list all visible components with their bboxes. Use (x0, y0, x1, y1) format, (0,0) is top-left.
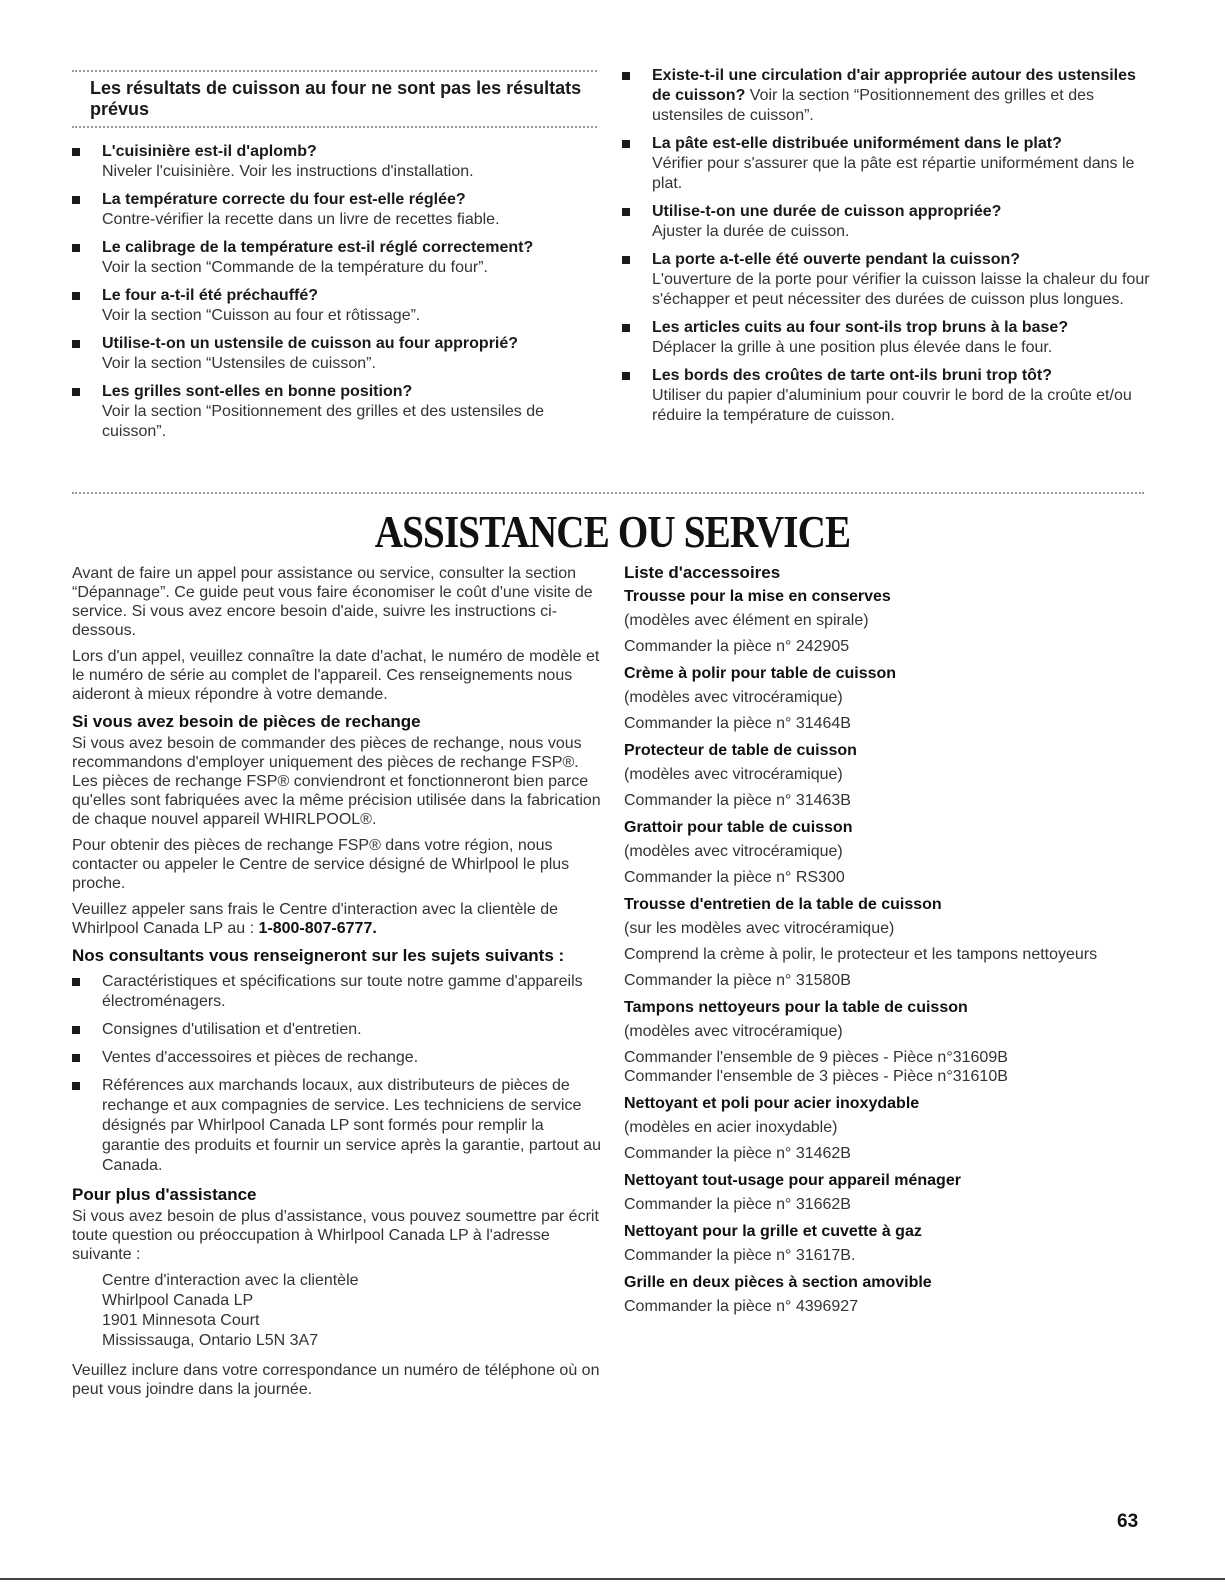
top-right-column (622, 66, 1157, 434)
bullet-icon (72, 292, 80, 300)
question: Utilise-t-on un ustensile de cuisson au four approprié? (102, 335, 519, 352)
bullet-icon (72, 196, 80, 204)
accessory-item (624, 663, 1159, 733)
list-item (622, 318, 1157, 358)
accessory-name: Tampons nettoyeurs pour la table de cuisson (624, 999, 968, 1016)
topics-list (72, 972, 602, 1176)
accessory-detail: Commander la pièce n° 31464B (624, 715, 851, 732)
accessories-column (624, 562, 1159, 1323)
accessory-detail: (modèles avec élément en spirale) (624, 612, 869, 629)
question: Le calibrage de la température est-il réglé correctement? (102, 239, 534, 256)
call-info-paragraph: Lors d'un appel, veuillez connaître la date d'achat, le numéro de modèle et le numéro de série au complet de l'appareil. Ces renseignements nous aideront à mieux répondre à votre demande. (72, 648, 600, 703)
assistance-column (72, 564, 602, 1406)
parts-heading: Si vous avez besoin de pièces de rechange (72, 712, 421, 731)
list-item (72, 238, 597, 278)
accessory-name: Grille en deux pièces à section amovible (624, 1274, 932, 1291)
accessory-detail: Commander la pièce n° 4396927 (624, 1298, 859, 1315)
accessory-detail: Commander la pièce n° RS300 (624, 869, 845, 886)
accessory-item (624, 1221, 1159, 1265)
answer: Voir la section “Positionnement des grilles et des ustensiles de cuisson”. (652, 87, 1094, 124)
topic-text: Ventes d'accessoires et pièces de rechange. (102, 1049, 419, 1066)
question: Existe-t-il une circulation d'air appropriée autour des ustensiles de cuisson? (652, 67, 1136, 104)
top-right-list (622, 66, 1157, 426)
top-left-column (72, 70, 597, 450)
question: La porte a-t-elle été ouverte pendant la cuisson? (652, 251, 1021, 268)
bullet-icon (622, 208, 630, 216)
answer: Voir la section “Cuisson au four et rôtissage”. (102, 307, 421, 324)
accessory-item (624, 817, 1159, 887)
answer: L'ouverture de la porte pour vérifier la cuisson laisse la chaleur du four s'échapper et peut nécessiter des durées de cuisson plus longues. (652, 271, 1150, 308)
bullet-icon (72, 388, 80, 396)
topic-text: Consignes d'utilisation et d'entretien. (102, 1021, 362, 1038)
bullet-icon (72, 148, 80, 156)
accessory-detail: (modèles avec vitrocéramique) (624, 766, 843, 783)
accessory-detail: (modèles avec vitrocéramique) (624, 1023, 843, 1040)
accessory-item (624, 1170, 1159, 1214)
phone-number: 1-800-807-6777. (258, 920, 377, 937)
accessory-detail: Comprend la crème à polir, le protecteur et les tampons nettoyeurs (624, 946, 1098, 963)
bullet-icon (72, 244, 80, 252)
bullet-icon (622, 372, 630, 380)
list-item (622, 134, 1157, 194)
answer: Vérifier pour s'assurer que la pâte est répartie uniformément dans le plat. (652, 155, 1135, 192)
bullet-icon (72, 978, 80, 986)
address-line: Mississauga, Ontario L5N 3A7 (102, 1332, 319, 1349)
list-item (72, 190, 597, 230)
consultants-heading: Nos consultants vous renseigneront sur les sujets suivants : (72, 946, 565, 965)
accessory-detail: (modèles avec vitrocéramique) (624, 843, 843, 860)
heading-rule-bottom (72, 126, 597, 128)
topic-text: Références aux marchands locaux, aux distributeurs de pièces de rechange et aux compagnies de service. Les techniciens de service désignés par Whirlpool Canada LP sont formés pour remplir la garantie des produits et fournir un service après la garantie, partout au Canada. (102, 1077, 601, 1174)
list-item (72, 334, 597, 374)
bullet-icon (622, 140, 630, 148)
accessory-name: Trousse d'entretien de la table de cuisson (624, 896, 942, 913)
accessory-name: Crème à polir pour table de cuisson (624, 665, 897, 682)
list-item (622, 66, 1157, 126)
question: Les articles cuits au four sont-ils trop bruns à la base? (652, 319, 1069, 336)
list-item (622, 202, 1157, 242)
answer: Ajuster la durée de cuisson. (652, 223, 850, 240)
page-number: 63 (1117, 1511, 1139, 1532)
mailing-address (102, 1271, 602, 1351)
answer: Niveler l'cuisinière. Voir les instructions d'installation. (102, 163, 474, 180)
accessories-list (624, 586, 1159, 1316)
question: Utilise-t-on une durée de cuisson appropriée? (652, 203, 1002, 220)
list-item (72, 286, 597, 326)
topic-item (72, 1048, 602, 1068)
bullet-icon (72, 1026, 80, 1034)
accessory-item (624, 997, 1159, 1086)
heading-rule-top (72, 70, 597, 72)
answer: Voir la section “Ustensiles de cuisson”. (102, 355, 376, 372)
answer: Voir la section “Positionnement des grilles et des ustensiles de cuisson”. (102, 403, 545, 440)
accessory-item (624, 1272, 1159, 1316)
accessories-heading: Liste d'accessoires (624, 563, 781, 582)
bullet-icon (622, 324, 630, 332)
accessory-name: Nettoyant et poli pour acier inoxydable (624, 1095, 920, 1112)
accessory-name: Nettoyant tout-usage pour appareil ménager (624, 1172, 961, 1189)
answer: Contre-vérifier la recette dans un livre de recettes fiable. (102, 211, 500, 228)
top-left-list (72, 142, 597, 442)
answer: Déplacer la grille à une position plus élevée dans le four. (652, 339, 1053, 356)
topic-item (72, 972, 602, 1012)
accessory-detail: Commander l'ensemble de 3 pièces - Pièce n°31610B (624, 1068, 1008, 1085)
accessory-detail: Commander la pièce n° 31580B (624, 972, 851, 989)
address-line: Centre d'interaction avec la clientèle (102, 1272, 359, 1289)
intro-paragraph: Avant de faire un appel pour assistance ou service, consulter la section “Dépannage”. Ce guide peut vous faire économiser le coût d'une visite de service. Si vous avez encore besoin d'aide, suivre les instructions ci-dessous. (72, 565, 593, 639)
topic-item (72, 1076, 602, 1176)
more-assistance-paragraph: Si vous avez besoin de plus d'assistance, vous pouvez soumettre par écrit toute question ou préoccupation à Whirlpool Canada LP à l'adresse suivante : (72, 1208, 599, 1263)
bullet-icon (622, 256, 630, 264)
parts-paragraph: Si vous avez besoin de commander des pièces de rechange, nous vous recommandons d'employer uniquement des pièces de rechange FSP®. Les pièces de rechange FSP® conviendront et fonctionneront bien parce qu'elles sont fabriquées avec la même précision utilisée dans la fabrication de chaque nouvel appareil WHIRLPOOL®. (72, 735, 601, 828)
list-item (622, 366, 1157, 426)
bullet-icon (72, 1082, 80, 1090)
accessory-item (624, 894, 1159, 990)
accessory-detail: (sur les modèles avec vitrocéramique) (624, 920, 895, 937)
accessory-detail: Commander la pièce n° 31662B (624, 1196, 851, 1213)
accessory-detail: Commander la pièce n° 31463B (624, 792, 851, 809)
troubleshoot-heading: Les résultats de cuisson au four ne sont pas les résultats prévus (90, 78, 582, 119)
accessory-name: Trousse pour la mise en conserves (624, 588, 891, 605)
list-item (72, 382, 597, 442)
page-title: ASSISTANCE OU SERVICE (374, 506, 851, 557)
question: Le four a-t-il été préchauffé? (102, 287, 319, 304)
accessory-detail: (modèles avec vitrocéramique) (624, 689, 843, 706)
accessory-detail: Commander l'ensemble de 9 pièces - Pièce n°31609B (624, 1049, 1008, 1066)
accessory-item (624, 1093, 1159, 1163)
list-item (72, 142, 597, 182)
more-assistance-heading: Pour plus d'assistance (72, 1185, 257, 1204)
accessory-detail: (modèles en acier inoxydable) (624, 1119, 838, 1136)
topic-item (72, 1020, 602, 1040)
question: La température correcte du four est-elle réglée? (102, 191, 466, 208)
accessory-name: Protecteur de table de cuisson (624, 742, 857, 759)
bullet-icon (72, 340, 80, 348)
call-text: Veuillez appeler sans frais le Centre d'interaction avec la clientèle de Whirlpool Canada LP au : (72, 901, 558, 937)
list-item (622, 250, 1157, 310)
question: Les grilles sont-elles en bonne position? (102, 383, 413, 400)
accessory-item (624, 586, 1159, 656)
question: Les bords des croûtes de tarte ont-ils bruni trop tôt? (652, 367, 1053, 384)
bullet-icon (622, 72, 630, 80)
accessory-name: Grattoir pour table de cuisson (624, 819, 853, 836)
topic-text: Caractéristiques et spécifications sur toute notre gamme d'appareils électroménagers. (102, 973, 583, 1010)
accessory-item (624, 740, 1159, 810)
address-line: 1901 Minnesota Court (102, 1312, 260, 1329)
page-bottom-rule (0, 1578, 1225, 1580)
address-line: Whirlpool Canada LP (102, 1292, 254, 1309)
accessory-name: Nettoyant pour la grille et cuvette à gaz (624, 1223, 922, 1240)
bullet-icon (72, 1054, 80, 1062)
answer: Voir la section “Commande de la température du four”. (102, 259, 488, 276)
call-paragraph (72, 900, 602, 938)
closing-paragraph: Veuillez inclure dans votre correspondance un numéro de téléphone où on peut vous joindre dans la journée. (72, 1362, 600, 1398)
fsp-paragraph: Pour obtenir des pièces de rechange FSP® dans votre région, nous contacter ou appeler le Centre de service désigné de Whirlpool le plus proche. (72, 837, 570, 892)
accessory-detail: Commander la pièce n° 31617B. (624, 1247, 856, 1264)
question: La pâte est-elle distribuée uniformément dans le plat? (652, 135, 1062, 152)
accessory-detail: Commander la pièce n° 31462B (624, 1145, 851, 1162)
accessory-detail: Commander la pièce n° 242905 (624, 638, 850, 655)
section-separator (72, 492, 1144, 494)
question: L'cuisinière est-il d'aplomb? (102, 143, 317, 160)
answer: Utiliser du papier d'aluminium pour couvrir le bord de la croûte et/ou réduire la température de cuisson. (652, 387, 1132, 424)
